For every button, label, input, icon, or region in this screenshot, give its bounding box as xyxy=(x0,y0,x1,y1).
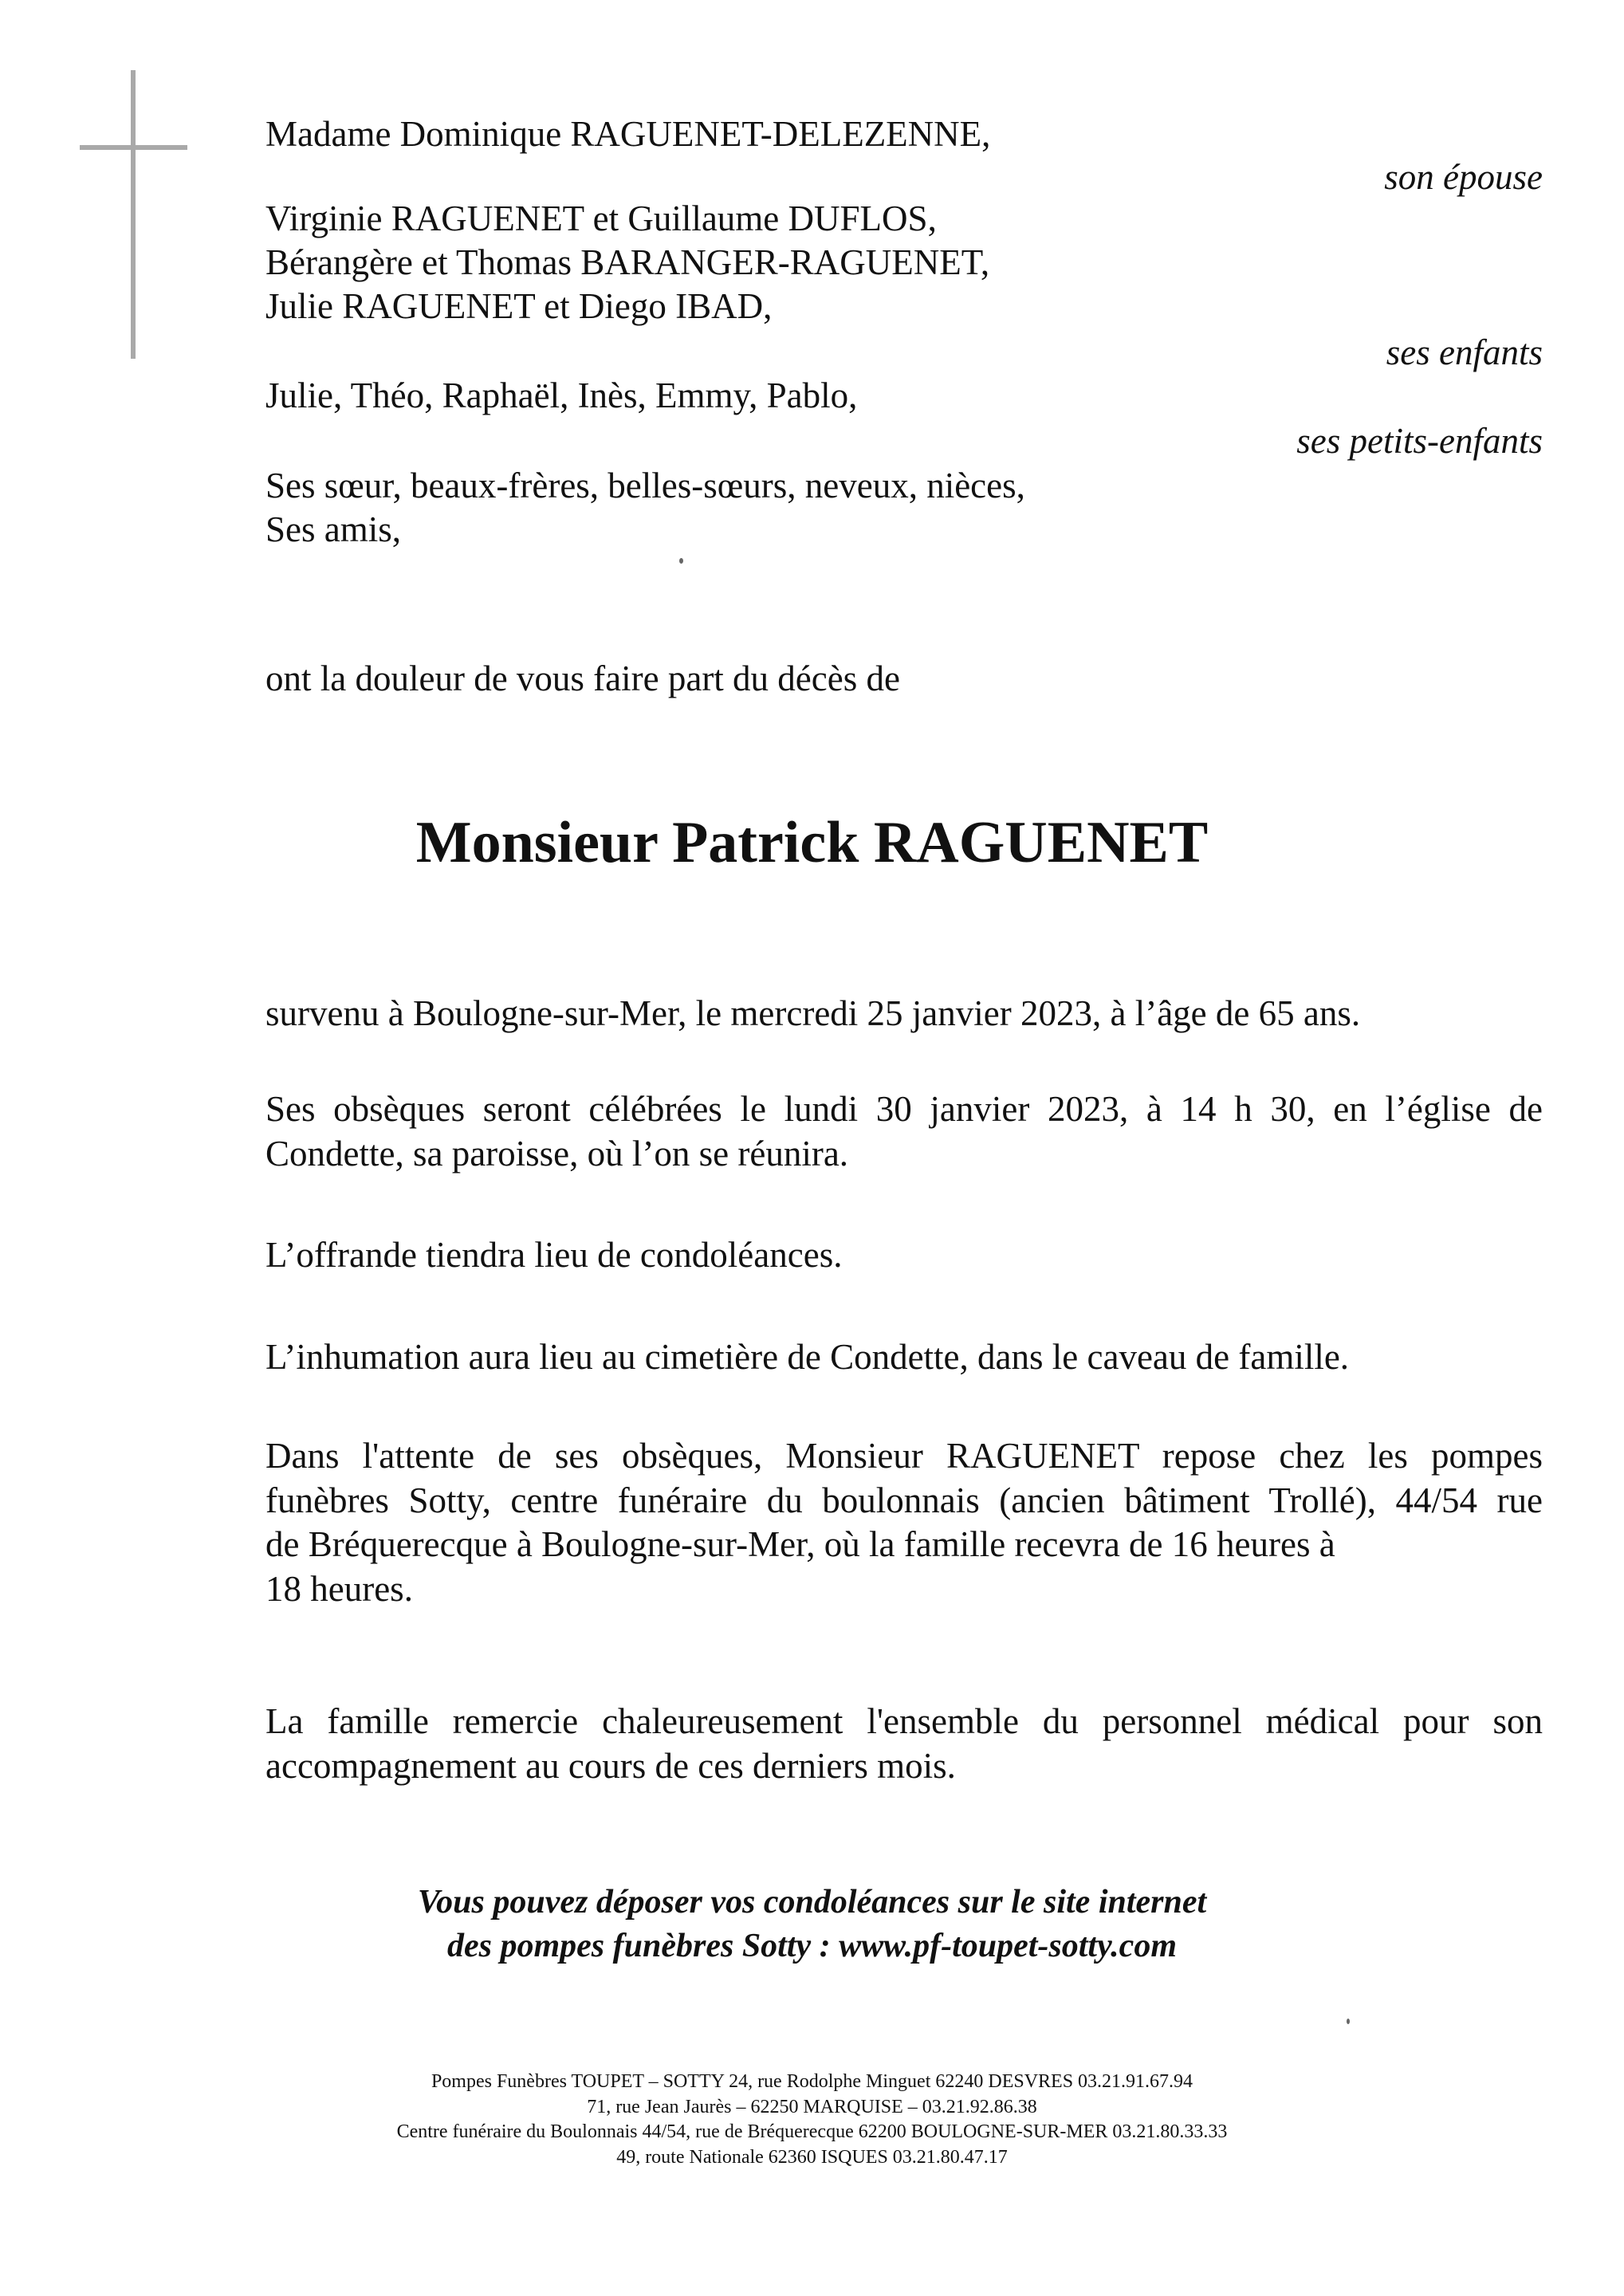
friends-line: Ses amis, xyxy=(265,509,402,549)
scan-speck xyxy=(1347,2019,1350,2024)
funeral-line-1: Ses obsèques seront célébrées le lundi 30 janvier 2023, à 14 h 30, en l’église de xyxy=(265,1089,1543,1129)
death-details: survenu à Boulogne-sur-Mer, le mercredi 25 janvier 2023, à l’âge de 65 ans. xyxy=(265,993,1361,1033)
grandchildren-names: Julie, Théo, Raphaël, Inès, Emmy, Pablo, xyxy=(265,375,858,415)
footer-line-desvres: Pompes Funèbres TOUPET – SOTTY 24, rue Rodolphe Minguet 62240 DESVRES 03.21.91.67.94 xyxy=(431,2071,1193,2092)
child-line-2: Bérangère et Thomas BARANGER-RAGUENET, xyxy=(265,242,990,282)
viewing-line-2: funèbres Sotty, centre funéraire du boulonnais (ancien bâtiment Trollé), 44/54 rue xyxy=(265,1480,1543,1520)
footer-line-marquise: 71, rue Jean Jaurès – 62250 MARQUISE – 03.21.92.86.38 xyxy=(587,2096,1037,2117)
thanks-line-1: La famille remercie chaleureusement l'ensemble du personnel médical pour son xyxy=(265,1701,1543,1741)
announcement-intro: ont la douleur de vous faire part du décès de xyxy=(265,659,900,698)
funeral-line-2: Condette, sa paroisse, où l’on se réunira. xyxy=(265,1133,849,1174)
funeral-paragraph xyxy=(265,1087,1543,1176)
cross-horizontal-bar xyxy=(80,145,187,150)
spouse-name: Madame Dominique RAGUENET-DELEZENNE, xyxy=(265,114,991,154)
child-line-3: Julie RAGUENET et Diego IBAD, xyxy=(265,286,773,326)
grandchildren-role: ses petits-enfants xyxy=(1296,421,1543,461)
child-line-1: Virginie RAGUENET et Guillaume DUFLOS, xyxy=(265,199,937,238)
children-role: ses enfants xyxy=(1386,332,1543,372)
thanks-paragraph xyxy=(265,1700,1543,1788)
spouse-role: son épouse xyxy=(1384,157,1543,197)
condolences-line-2: des pompes funèbres Sotty : www.pf-toupet-sotty.com xyxy=(447,1928,1177,1964)
condolences-line-1: Vous pouvez déposer vos condoléances sur le site internet xyxy=(417,1884,1207,1921)
burial-note: L’inhumation aura lieu au cimetière de Condette, dans le caveau de famille. xyxy=(265,1337,1350,1377)
footer-line-isques: 49, route Nationale 62360 ISQUES 03.21.80.47.17 xyxy=(616,2146,1008,2168)
relatives-line: Ses sœur, beaux-frères, belles-sœurs, neveux, nièces, xyxy=(265,466,1025,505)
deceased-name: Monsieur Patrick RAGUENET xyxy=(415,810,1209,875)
viewing-paragraph xyxy=(265,1434,1543,1611)
scan-speck xyxy=(679,558,683,564)
thanks-line-2: accompagnement au cours de ces derniers mois. xyxy=(265,1745,956,1786)
offering-note: L’offrande tiendra lieu de condoléances. xyxy=(265,1235,843,1275)
viewing-line-3: de Bréquerecque à Boulogne-sur-Mer, où la famille recevra de 16 heures à xyxy=(265,1524,1335,1564)
funeral-home-footer xyxy=(0,2070,1624,2170)
footer-line-boulogne: Centre funéraire du Boulonnais 44/54, rue de Bréquerecque 62200 BOULOGNE-SUR-MER 03.21.80.33.33 xyxy=(396,2121,1228,2142)
viewing-line-1: Dans l'attente de ses obsèques, Monsieur RAGUENET repose chez les pompes xyxy=(265,1436,1543,1476)
viewing-line-4: 18 heures. xyxy=(265,1568,413,1609)
cross-vertical-bar xyxy=(131,70,136,359)
